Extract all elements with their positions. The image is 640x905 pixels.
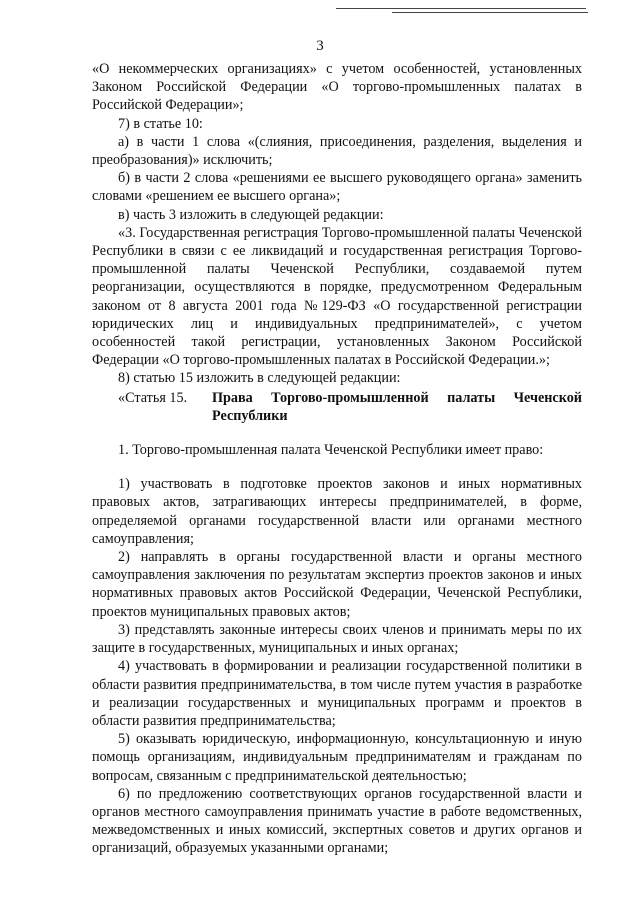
rights-item: 2) направлять в органы государственной власти и органы местного самоуправления заключения по результатам экспертиз проектов законов и иных нормативных правовых актов Российской Федерации, Чеченской Республики, проектов муниципальных правовых актов; [92, 549, 582, 620]
rights-item: 5) оказывать юридическую, информационную, консультационную и иную помощь организациям, индивидуальным предпринимателям и гражданам по вопросам, связанным с предпринимательской деятельностью; [92, 731, 582, 784]
document-body [92, 60, 582, 858]
rights-item: 1) участвовать в подготовке проектов законов и иных нормативных правовых актов, затрагивающих интересы предпринимателей, в форме, определяемой органами государственной власти или органами местного самоуправления; [92, 476, 582, 547]
article-title: Права Торгово-промышленной палаты Чеченской Республики [212, 389, 582, 424]
paragraph: «О некоммерческих организациях» с учетом особенностей, установленных Законом Российской Федерации «О торгово-промышленных палатах в Российской Федерации»; [92, 61, 582, 114]
paragraph: «3. Государственная регистрация Торгово-промышленной палаты Чеченской Республики в связи с ее ликвидаций и государственная регистрация Торгово-промышленной палаты Чеченской Республики, создаваемой путем реорганизации, осуществляются в порядке, предусмотренном Федеральным законом от 8 августа 2001 года №129-ФЗ «О государственной регистрации юридических лиц и индивидуальных предпринимателей», с учетом особенностей такой регистрации, установленных Законом Российской Федерации «О торгово-промышленных палатах в Российской Федерации.»; [92, 224, 582, 369]
paragraph: в) часть 3 изложить в следующей редакции: [118, 206, 384, 223]
paragraph: б) в части 2 слова «решениями ее высшего руководящего органа» заменить словами «решением ее высшего органа»; [92, 170, 582, 205]
paragraph: а) в части 1 слова «(слияния, присоединения, разделения, выделения и преобразования)» исключить; [92, 133, 582, 169]
article-heading [92, 389, 582, 425]
rights-item: 4) участвовать в формировании и реализации государственной политики в области развития предпринимательства, в том числе путем участия в разработке и реализации государственных и муниципальных программ и проектов в области развития предпринимательства; [92, 658, 582, 729]
rights-item: 6) по предложению соответствующих органов государственной власти и органов местного самоуправления принимать участие в работе ведомственных, межведомственных и иных комиссий, экспертных советов и других органов и организаций, образуемых указанными органами; [92, 785, 582, 857]
rights-item: 3) представлять законные интересы своих членов и принимать меры по их защите в государственных, муниципальных и иных органах; [92, 621, 582, 657]
rights-intro: 1. Торгово-промышленная палата Чеченской Республики имеет право: [118, 442, 544, 459]
paragraph: 7) в статье 10: [118, 115, 203, 132]
page-number: 3 [316, 38, 324, 54]
top-rule-line [336, 8, 586, 9]
top-rule-line [392, 12, 588, 13]
paragraph: 8) статью 15 изложить в следующей редакции: [118, 370, 401, 387]
article-label: «Статья 15. [118, 389, 188, 406]
